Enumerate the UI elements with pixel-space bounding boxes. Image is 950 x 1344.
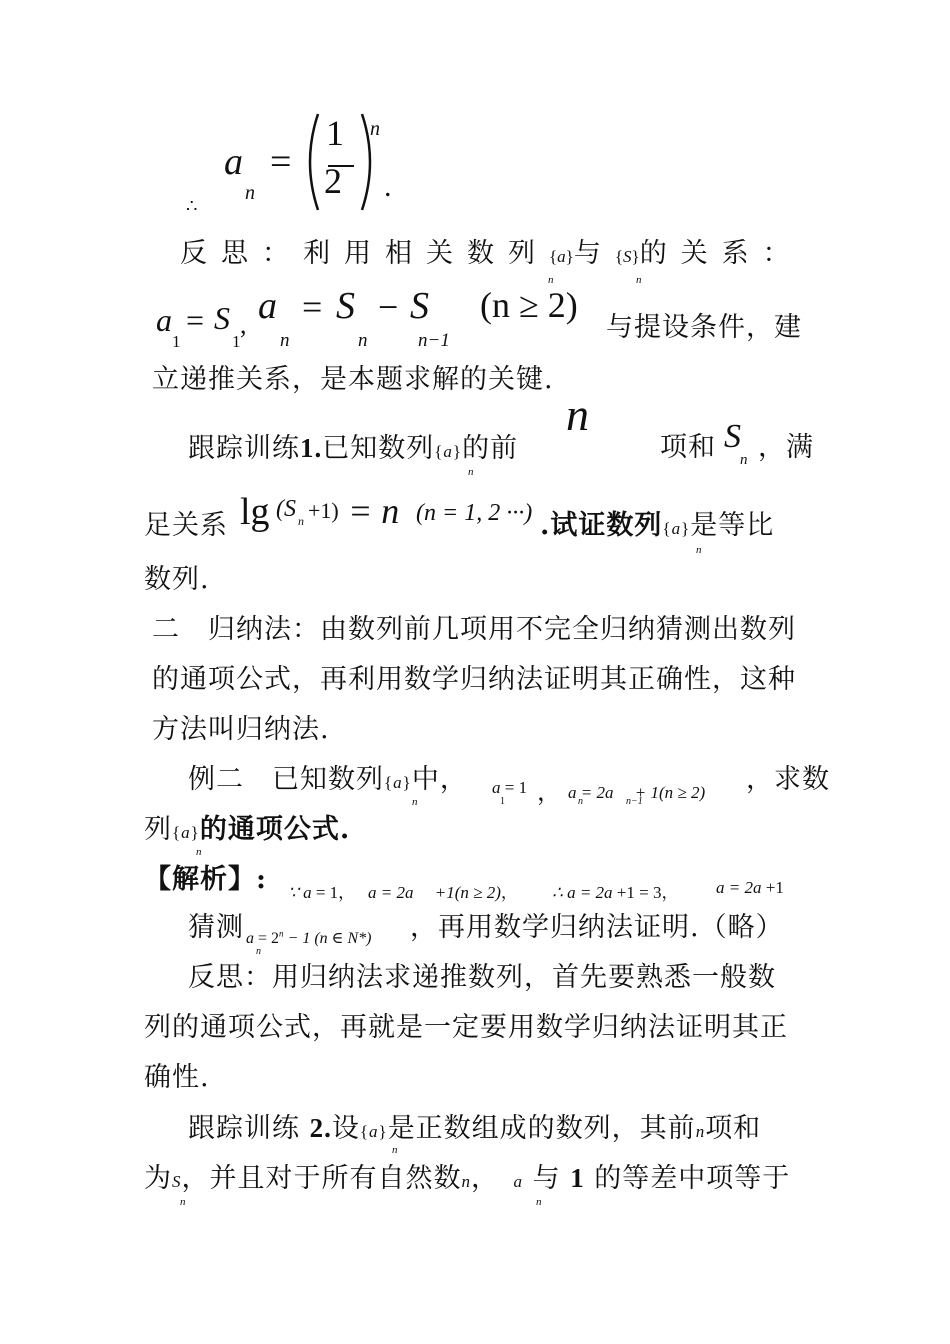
seq-a-braces: {a} <box>549 247 574 266</box>
reflect2-line3: 确性. <box>144 1062 210 1093</box>
f-Sn1: S <box>410 285 429 327</box>
track1-line2-tail: .试证数列{a}是等比 <box>540 510 775 541</box>
lg-cond: (n = 1, 2 ···) <box>416 500 533 526</box>
f-Sn: S <box>336 285 355 327</box>
section2-line3: 方法叫归纳法. <box>152 714 330 745</box>
example2-tail: ，求数 <box>746 764 830 795</box>
track1-line2-lead: 足关系 <box>144 510 228 541</box>
sub-n: n <box>636 274 642 286</box>
track1-line1: 跟踪训练1.已知数列{a}的前 <box>188 433 519 464</box>
f-S1: S <box>214 300 230 336</box>
track1-S: S <box>724 418 741 455</box>
reflect1-mid: 与 <box>573 238 615 269</box>
f-comma: , <box>240 310 247 339</box>
solution-v4: a = 2a +1 <box>716 878 784 897</box>
reflect1-tail: 的关系： <box>639 238 804 269</box>
guess-end: ，再用数学归纳法证明.（略） <box>410 912 784 943</box>
f-sub-1: 1 <box>172 332 181 351</box>
reflect1-line3: 立递推关系，是本题求解的关键. <box>152 364 554 395</box>
f-eq: = <box>186 302 205 338</box>
reflect2-line1: 反思：用归纳法求递推数列，首先要熟悉一般数 <box>188 962 776 993</box>
formula-period: . <box>384 170 392 203</box>
solution-label: 【解析】: <box>144 864 267 895</box>
formula-exponent: n <box>370 118 380 140</box>
section2-line2: 的通项公式，再利用数学归纳法证明其正确性，这种 <box>152 664 796 695</box>
example2-a1: a = 1 <box>492 778 528 797</box>
reflect1-lead: 反思：利用相关数列 <box>180 238 549 269</box>
section2-line1: 二 归纳法：由数列前几项用不完全归纳猜测出数列 <box>152 614 796 645</box>
seq-a-braces: {a} <box>384 773 412 792</box>
lg-plus: +1) <box>308 498 339 523</box>
formula-numerator: 1 <box>326 113 344 153</box>
reflect1-line1 <box>180 238 804 273</box>
formula-eq: = <box>270 141 292 183</box>
lg-paren: (S <box>276 496 296 522</box>
track2-line2: 为S，并且对于所有自然数n， a 与 1 的等差中项等于 <box>144 1163 791 1194</box>
track1-line3: 数列. <box>144 564 210 595</box>
f-sub-n: n <box>280 330 290 351</box>
formula-a: a <box>224 141 243 183</box>
f-sub-n1: n−1 <box>418 330 450 351</box>
f-eq2: = <box>302 287 323 327</box>
solution-v2: a = 2a +1(n ≥ 2)， <box>368 883 518 902</box>
seq-s-braces: {S} <box>614 247 640 266</box>
solution-therefore: ∴ a = 2a +1 = 3， <box>552 883 679 902</box>
seq-a-braces: {a} <box>662 519 691 538</box>
f-an: a <box>258 285 277 327</box>
solution-because: ∵ a = 1， <box>288 883 356 902</box>
seq-a-braces: {a} <box>359 1122 388 1141</box>
seq-a-braces: {a} <box>172 823 200 842</box>
guess-lead: 猜测 <box>188 912 244 943</box>
lg-eq: = n <box>348 491 400 531</box>
lg: lg <box>240 491 270 533</box>
reflect1-rest: 与提设条件，建 <box>606 312 802 343</box>
reflect2-line2: 列的通项公式，再就是一定要用数学归纳法证明其正 <box>144 1012 788 1043</box>
f-cond: (n ≥ 2) <box>480 285 578 325</box>
f-sub-n2: n <box>358 330 368 351</box>
example2-line1: 例二 已知数列{a}中， <box>188 764 468 795</box>
track1-part4: ，满 <box>758 432 814 463</box>
formula-denominator: 2 <box>324 161 342 201</box>
example2-line2: 列{a}的通项公式. <box>144 814 351 845</box>
f-sub-1b: 1 <box>232 332 241 351</box>
therefore-symbol: ∴ <box>186 196 198 216</box>
f-a1: a <box>156 302 172 338</box>
f-minus: − <box>378 287 399 327</box>
guess-formula: $a = 2^n - 1$ (n ∈ N*) <box>246 928 372 947</box>
track1-big-n: n <box>566 389 589 440</box>
formula-sub-n: n <box>245 182 255 204</box>
track1-part3: 项和 <box>660 432 716 463</box>
seq-a-braces: {a} <box>434 442 463 461</box>
example2-an: a = 2a + 1(n ≥ 2) <box>568 783 706 802</box>
track2-line1: 跟踪训练 2.设{a}是正数组成的数列，其前n项和 <box>188 1113 762 1144</box>
sub-n: n <box>548 274 554 286</box>
